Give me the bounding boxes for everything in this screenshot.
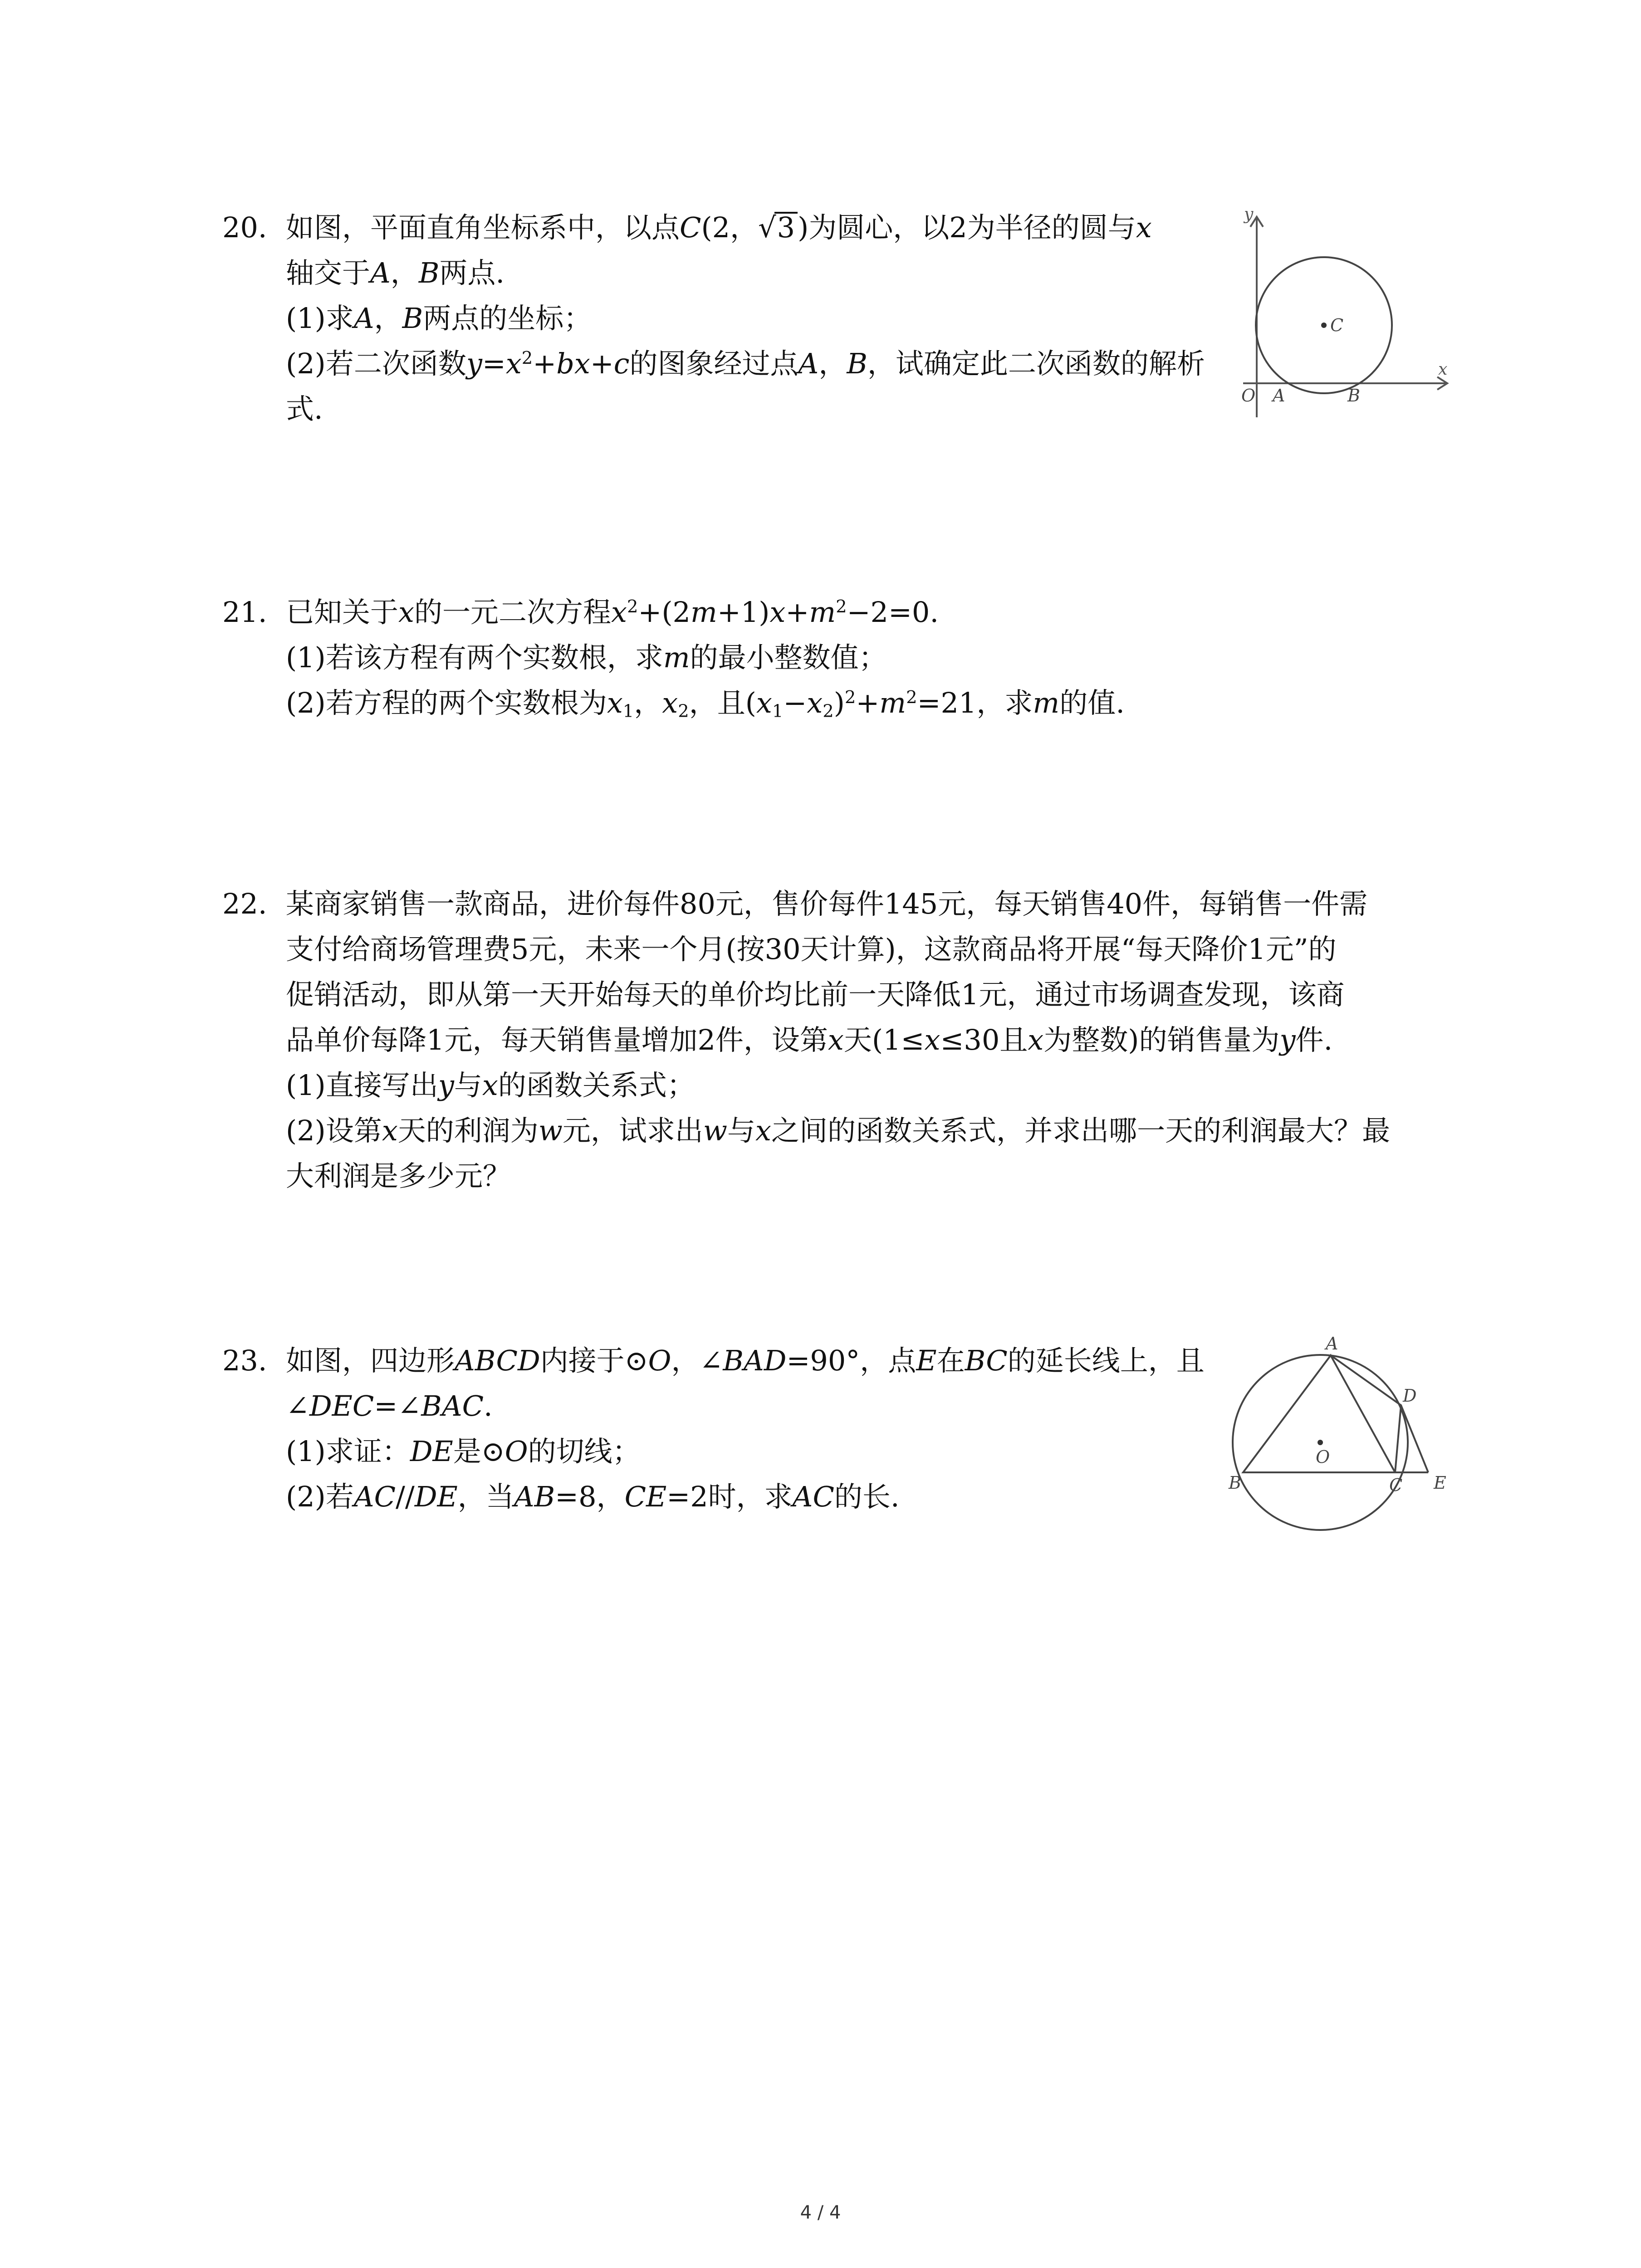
problem-23-question-2: (2)若AC//DE，当AB=8，CE=2时，求AC的长.	[286, 1480, 900, 1513]
label-o: O	[1316, 1447, 1330, 1467]
problem-20-question-2: (2)若二次函数$y=x^2+bx+c$的图象经过点A，B，试确定此二次函数的解析	[286, 347, 1205, 380]
label-e: E	[1434, 1473, 1446, 1493]
problem-number: 22.	[222, 887, 267, 920]
problem-22-line2: 支付给商场管理费5元，未来一个月(按30天计算)，这款商品将开展“每天降价1元”的	[286, 933, 1337, 966]
problem-21-question-1: (1)若该方程有两个实数根，求m的最小整数值；	[286, 641, 887, 674]
figure-20-circle-on-axes	[1216, 209, 1452, 422]
label-b: B	[1229, 1473, 1241, 1493]
label-a: A	[1273, 386, 1285, 406]
center-point-o	[1318, 1440, 1323, 1445]
problem-number: 23.	[222, 1344, 267, 1377]
problem-22-question-1: (1)直接写出y与x的函数关系式；	[286, 1069, 695, 1102]
problem-22-question-2: (2)设第x天的利润为w元，试求出w与x之间的函数关系式，并求出哪一天的利润最大？最	[286, 1114, 1390, 1147]
figure-23-inscribed-quadrilateral	[1225, 1329, 1461, 1542]
problem-20-line2: 轴交于A，B两点.	[286, 256, 505, 289]
problem-22-question-2-cont: 大利润是多少元？	[286, 1159, 511, 1193]
label-o: O	[1241, 386, 1256, 406]
problem-20	[222, 205, 1205, 432]
problem-number: 21.	[222, 596, 267, 629]
label-c: C	[1389, 1475, 1403, 1495]
problem-21-stem: 21. 已知关于x的一元二次方程$x^2+(2m+1)x+m^2-2=0$.	[222, 590, 1125, 635]
sqrt-sign: √	[758, 211, 776, 244]
problem-23-line1: 23. 如图，四边形ABCD内接于⊙O，∠BAD=90°，点E在BC的延长线上，且	[222, 1338, 1205, 1383]
label-a: A	[1326, 1334, 1338, 1354]
label-y: y	[1244, 209, 1254, 224]
problem-20-line1: 20. 如图，平面直角坐标系中，以点C(2，√3)为圆心，以2为半径的圆与x	[222, 205, 1205, 250]
label-x: x	[1438, 360, 1448, 379]
problem-22-line4: 品单价每降1元，每天销售量增加2件，设第x天(1≤x≤30且x为整数)的销售量为y件.	[286, 1023, 1333, 1056]
label-c: C	[1330, 315, 1344, 335]
page-number: 4 / 4	[800, 2202, 841, 2223]
center-point-c	[1321, 323, 1327, 328]
problem-22-line1: 22. 某商家销售一款商品，进价每件80元，售价每件145元，每天销售40件，每销售一件需	[222, 881, 1390, 927]
problem-23-question-1: (1)求证：DE是⊙O的切线；	[286, 1435, 641, 1468]
label-b: B	[1347, 386, 1360, 406]
problem-20-question-2-cont: 式.	[286, 392, 323, 425]
problem-20-question-1: (1)求A，B两点的坐标；	[286, 302, 592, 335]
problem-23-line2: ∠DEC=∠BAC.	[286, 1389, 493, 1422]
problem-21-question-2: (2)若方程的两个实数根为$x_1$，$x_2$，且$(x_1-x_2)^2+m^2=21$，求m的值.	[286, 686, 1125, 722]
problem-22	[222, 881, 1390, 1199]
problem-22-line3: 促销活动，即从第一天开始每天的单价均比前一天降低1元，通过市场调查发现，该商	[286, 978, 1345, 1011]
problem-21	[222, 590, 1125, 726]
label-d: D	[1403, 1386, 1417, 1406]
problem-23	[222, 1338, 1205, 1520]
problem-number: 20.	[222, 211, 267, 244]
